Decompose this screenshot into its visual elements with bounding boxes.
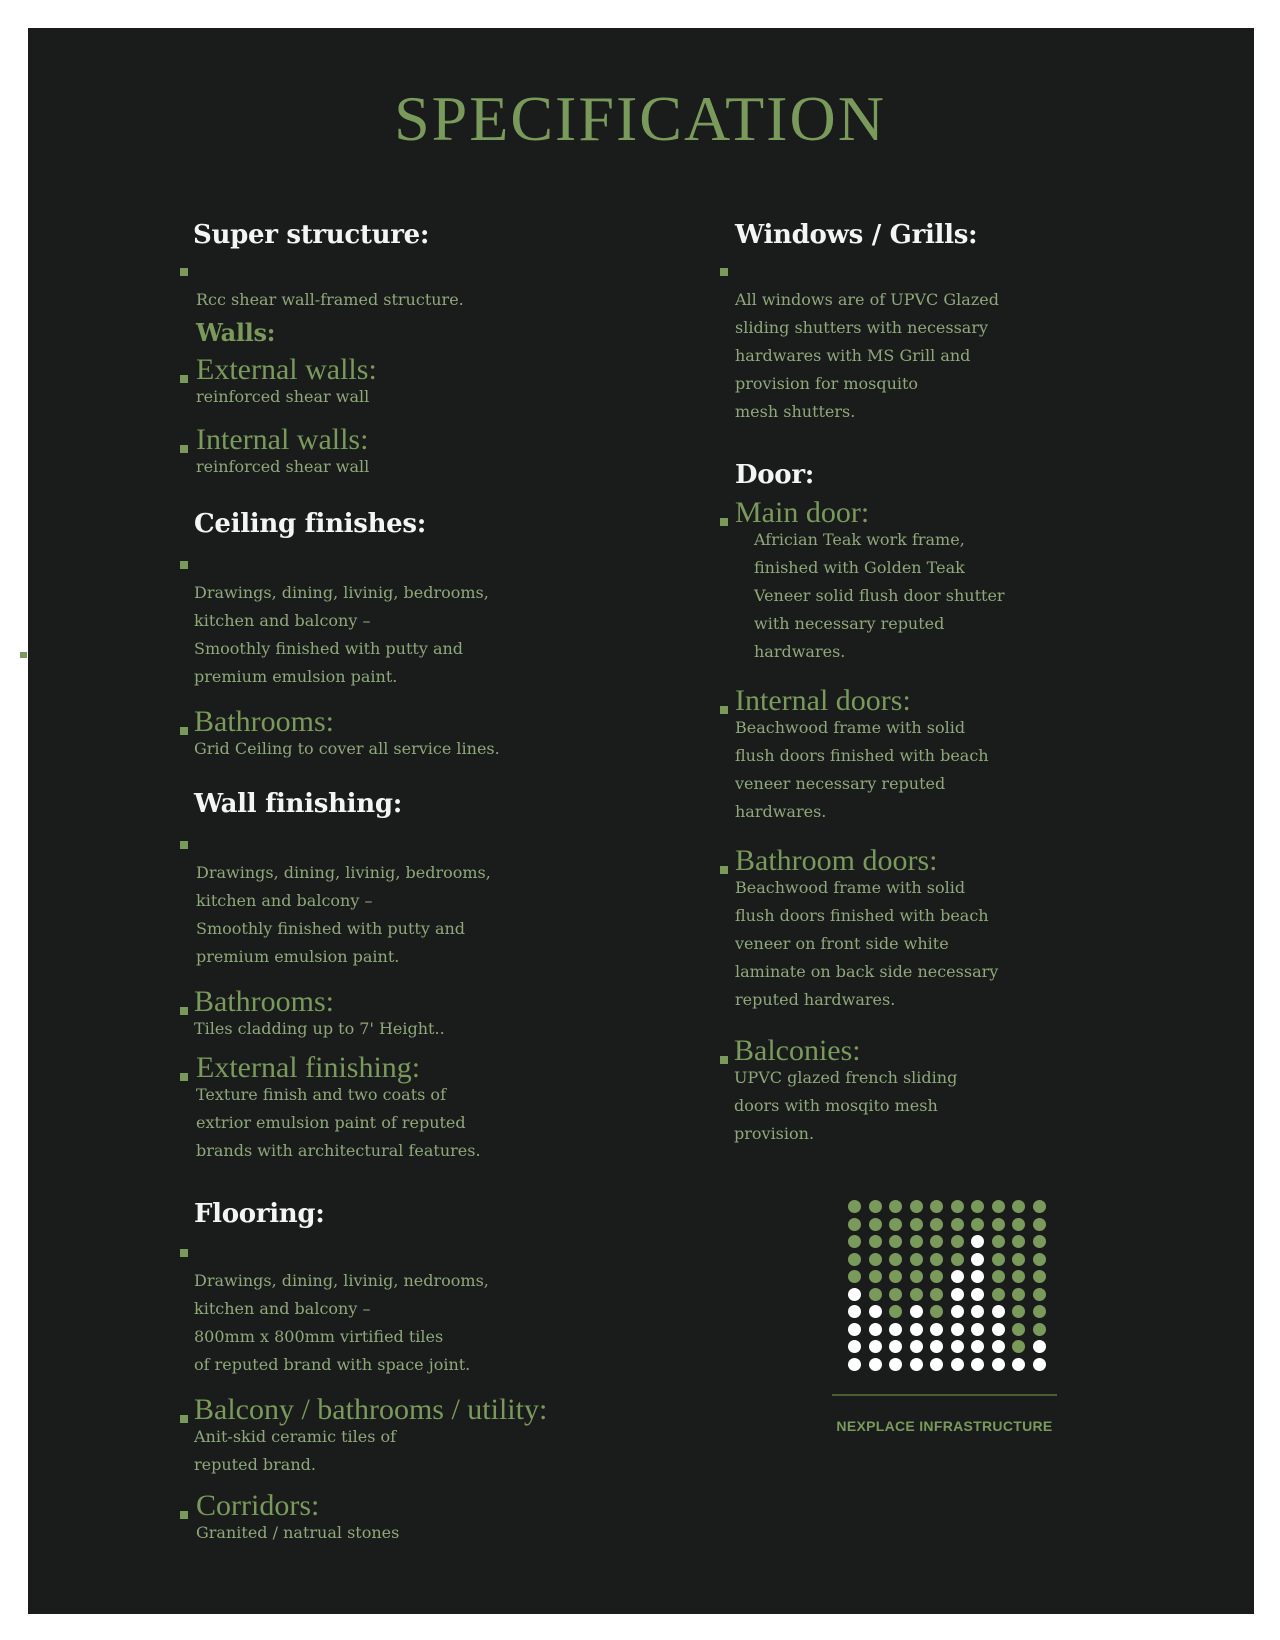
logo-dot	[930, 1253, 943, 1266]
bullet-icon	[180, 1415, 188, 1423]
logo-dot	[992, 1200, 1005, 1213]
logo-dot	[869, 1340, 882, 1353]
logo-divider	[832, 1394, 1057, 1396]
logo-dot	[889, 1235, 902, 1248]
logo-dot	[848, 1340, 861, 1353]
ceiling-bathrooms-body: Grid Ceiling to cover all service lines.	[194, 739, 500, 758]
logo-dot	[930, 1340, 943, 1353]
logo-dot	[848, 1305, 861, 1318]
logo-dot	[971, 1305, 984, 1318]
logo-dot	[1012, 1218, 1025, 1231]
logo-dot	[910, 1305, 923, 1318]
logo-dot	[1012, 1305, 1025, 1318]
logo-dot	[951, 1288, 964, 1301]
logo-dot	[869, 1218, 882, 1231]
bullet-icon	[720, 1056, 728, 1064]
logo-dot	[971, 1200, 984, 1213]
logo-dot	[889, 1340, 902, 1353]
bullet-icon	[180, 268, 188, 276]
logo-dot	[869, 1270, 882, 1283]
logo-dot	[930, 1200, 943, 1213]
logo-dot	[910, 1253, 923, 1266]
logo-dot	[951, 1218, 964, 1231]
logo-dot	[951, 1340, 964, 1353]
wall-finishing-text: Drawings, dining, livinig, bedrooms, kitchen and balcony – Smoothly finished with putty and premium emulsion paint.	[174, 831, 694, 971]
logo-dot	[1012, 1235, 1025, 1248]
logo-dot	[951, 1358, 964, 1371]
logo-dot	[848, 1288, 861, 1301]
logo-dot	[951, 1323, 964, 1336]
windows-grills-heading: Windows / Grills:	[735, 220, 978, 250]
logo-dot	[1012, 1323, 1025, 1336]
logo-dot	[930, 1235, 943, 1248]
logo-dot	[848, 1358, 861, 1371]
logo-dot	[910, 1218, 923, 1231]
logo-dot	[1012, 1270, 1025, 1283]
bullet-icon	[180, 1007, 188, 1015]
logo-dot	[889, 1288, 902, 1301]
bullet-icon	[180, 1073, 188, 1081]
internal-doors-body: Beachwood frame with solid flush doors finished with beach veneer necessary reputed hardwares.	[735, 718, 989, 821]
logo-dot	[889, 1253, 902, 1266]
logo-dot	[869, 1288, 882, 1301]
logo-dot	[992, 1305, 1005, 1318]
bathroom-doors-title: Bathroom doors:	[720, 844, 1080, 878]
logo-dot	[951, 1200, 964, 1213]
bullet-icon	[180, 1511, 188, 1519]
logo-dot	[992, 1235, 1005, 1248]
logo-dot	[992, 1270, 1005, 1283]
ceiling-finishes-text: Drawings, dining, livinig, bedrooms, kitchen and balcony – Smoothly finished with putty and premium emulsion paint.	[174, 551, 694, 691]
logo-dot	[910, 1323, 923, 1336]
logo-dot	[869, 1305, 882, 1318]
bathroom-doors-body: Beachwood frame with solid flush doors finished with beach veneer on front side white laminate on back side necessary reputed hardwares.	[735, 878, 999, 1009]
logo-dot	[848, 1253, 861, 1266]
logo-dot	[889, 1200, 902, 1213]
logo-dot	[1033, 1358, 1046, 1371]
door-heading: Door:	[735, 460, 815, 490]
logo-dot	[971, 1218, 984, 1231]
logo-dot	[951, 1253, 964, 1266]
logo-dot	[869, 1358, 882, 1371]
logo-dot	[971, 1340, 984, 1353]
external-walls-body: reinforced shear wall	[196, 387, 370, 406]
external-walls-title: External walls:	[174, 353, 694, 387]
bullet-icon	[720, 518, 728, 526]
bullet-icon	[180, 561, 188, 569]
logo-dot	[1012, 1253, 1025, 1266]
wall-bathrooms-body: Tiles cladding up to 7' Height..	[194, 1019, 445, 1038]
logo-dot	[971, 1358, 984, 1371]
logo-dot	[992, 1323, 1005, 1336]
ceiling-finishes-heading: Ceiling finishes:	[194, 509, 427, 539]
logo-dot	[848, 1235, 861, 1248]
main-door-title: Main door:	[720, 496, 1080, 530]
balcony-bathrooms-utility-body: Anit-skid ceramic tiles of reputed brand.	[194, 1427, 397, 1474]
logo-dot	[889, 1358, 902, 1371]
logo-dot	[930, 1305, 943, 1318]
logo-dot	[1033, 1270, 1046, 1283]
logo-company-name: NEXPLACE INFRASTRUCTURE	[836, 1418, 1053, 1434]
logo-dot	[910, 1358, 923, 1371]
logo-dot	[869, 1323, 882, 1336]
logo-dot	[910, 1288, 923, 1301]
bullet-icon	[180, 445, 188, 453]
logo-dot	[889, 1323, 902, 1336]
ceiling-bathrooms-title: Bathrooms:	[174, 705, 694, 739]
logo-dot	[992, 1358, 1005, 1371]
logo-dot	[930, 1270, 943, 1283]
logo-dot	[848, 1218, 861, 1231]
internal-walls-body: reinforced shear wall	[196, 457, 370, 476]
logo-dot	[971, 1235, 984, 1248]
logo-dot	[951, 1305, 964, 1318]
right-column	[734, 220, 1080, 1148]
logo-dot	[910, 1270, 923, 1283]
margin-mark	[20, 652, 27, 658]
logo-dot	[992, 1288, 1005, 1301]
logo-dot	[971, 1253, 984, 1266]
logo-dot	[1033, 1323, 1046, 1336]
logo-dot	[848, 1270, 861, 1283]
left-column	[174, 220, 694, 1547]
windows-grills-text: All windows are of UPVC Glazed sliding shutters with necessary hardwares with MS Grill and provision for mosquito mesh shutters.	[720, 258, 1080, 426]
super-structure-text: Rcc shear wall-framed structure.	[174, 258, 694, 314]
logo-dot	[1012, 1288, 1025, 1301]
bullet-icon	[180, 375, 188, 383]
logo-dot	[971, 1288, 984, 1301]
internal-walls-title: Internal walls:	[174, 423, 694, 457]
logo-dot	[1012, 1340, 1025, 1353]
logo-dot	[1033, 1340, 1046, 1353]
wall-finishing-heading: Wall finishing:	[194, 789, 403, 819]
balconies-title: Balconies:	[720, 1034, 1080, 1068]
logo-dot	[848, 1323, 861, 1336]
flooring-text: Drawings, dining, livinig, nedrooms, kitchen and balcony – 800mm x 800mm virtified tiles of reputed brand with space joint.	[174, 1239, 694, 1379]
logo-dot	[992, 1218, 1005, 1231]
balconies-body: UPVC glazed french sliding doors with mosqito mesh provision.	[734, 1068, 958, 1143]
logo-dot	[992, 1253, 1005, 1266]
logo-dot	[971, 1270, 984, 1283]
logo-dot	[1012, 1200, 1025, 1213]
logo-dot	[910, 1235, 923, 1248]
logo-dot	[930, 1288, 943, 1301]
logo-dot	[889, 1305, 902, 1318]
flooring-heading: Flooring:	[194, 1199, 325, 1229]
external-finishing-body: Texture finish and two coats of extrior emulsion paint of reputed brands with architectural features.	[196, 1085, 481, 1160]
logo-dot	[930, 1358, 943, 1371]
logo-dot	[951, 1270, 964, 1283]
bullet-icon	[180, 841, 188, 849]
logo-dot	[848, 1200, 861, 1213]
logo-dot	[1033, 1200, 1046, 1213]
wall-bathrooms-title: Bathrooms:	[174, 985, 694, 1019]
balcony-bathrooms-utility-title: Balcony / bathrooms / utility:	[174, 1393, 694, 1427]
corridors-body: Granited / natrual stones	[196, 1523, 400, 1542]
logo-dot	[889, 1218, 902, 1231]
logo-dot	[971, 1323, 984, 1336]
logo-dot	[1033, 1305, 1046, 1318]
super-structure-heading: Super structure:	[193, 220, 430, 250]
logo-dot	[1033, 1235, 1046, 1248]
logo-dot	[1033, 1253, 1046, 1266]
logo-dot	[951, 1235, 964, 1248]
bullet-icon	[720, 866, 728, 874]
bullet-icon	[720, 706, 728, 714]
main-door-body: Africian Teak work frame, finished with Golden Teak Veneer solid flush door shutter with necessary reputed hardwares.	[754, 530, 1005, 661]
bullet-icon	[180, 727, 188, 735]
bullet-icon	[180, 1249, 188, 1257]
bullet-icon	[720, 268, 728, 276]
internal-doors-title: Internal doors:	[720, 684, 1080, 718]
logo-dot	[910, 1340, 923, 1353]
corridors-title: Corridors:	[174, 1489, 694, 1523]
logo-dot	[869, 1235, 882, 1248]
external-finishing-title: External finishing:	[174, 1051, 694, 1085]
logo-dot	[1033, 1288, 1046, 1301]
logo-dot	[869, 1253, 882, 1266]
logo-dot	[930, 1218, 943, 1231]
page-title: SPECIFICATION	[394, 83, 886, 154]
logo-dot	[889, 1270, 902, 1283]
logo-dot-grid	[848, 1200, 1047, 1371]
logo-dot	[1033, 1218, 1046, 1231]
logo-dot	[910, 1200, 923, 1213]
logo-dot	[992, 1340, 1005, 1353]
logo-dot	[1012, 1358, 1025, 1371]
logo-dot	[930, 1323, 943, 1336]
logo-dot	[869, 1200, 882, 1213]
walls-heading: Walls:	[196, 318, 276, 347]
